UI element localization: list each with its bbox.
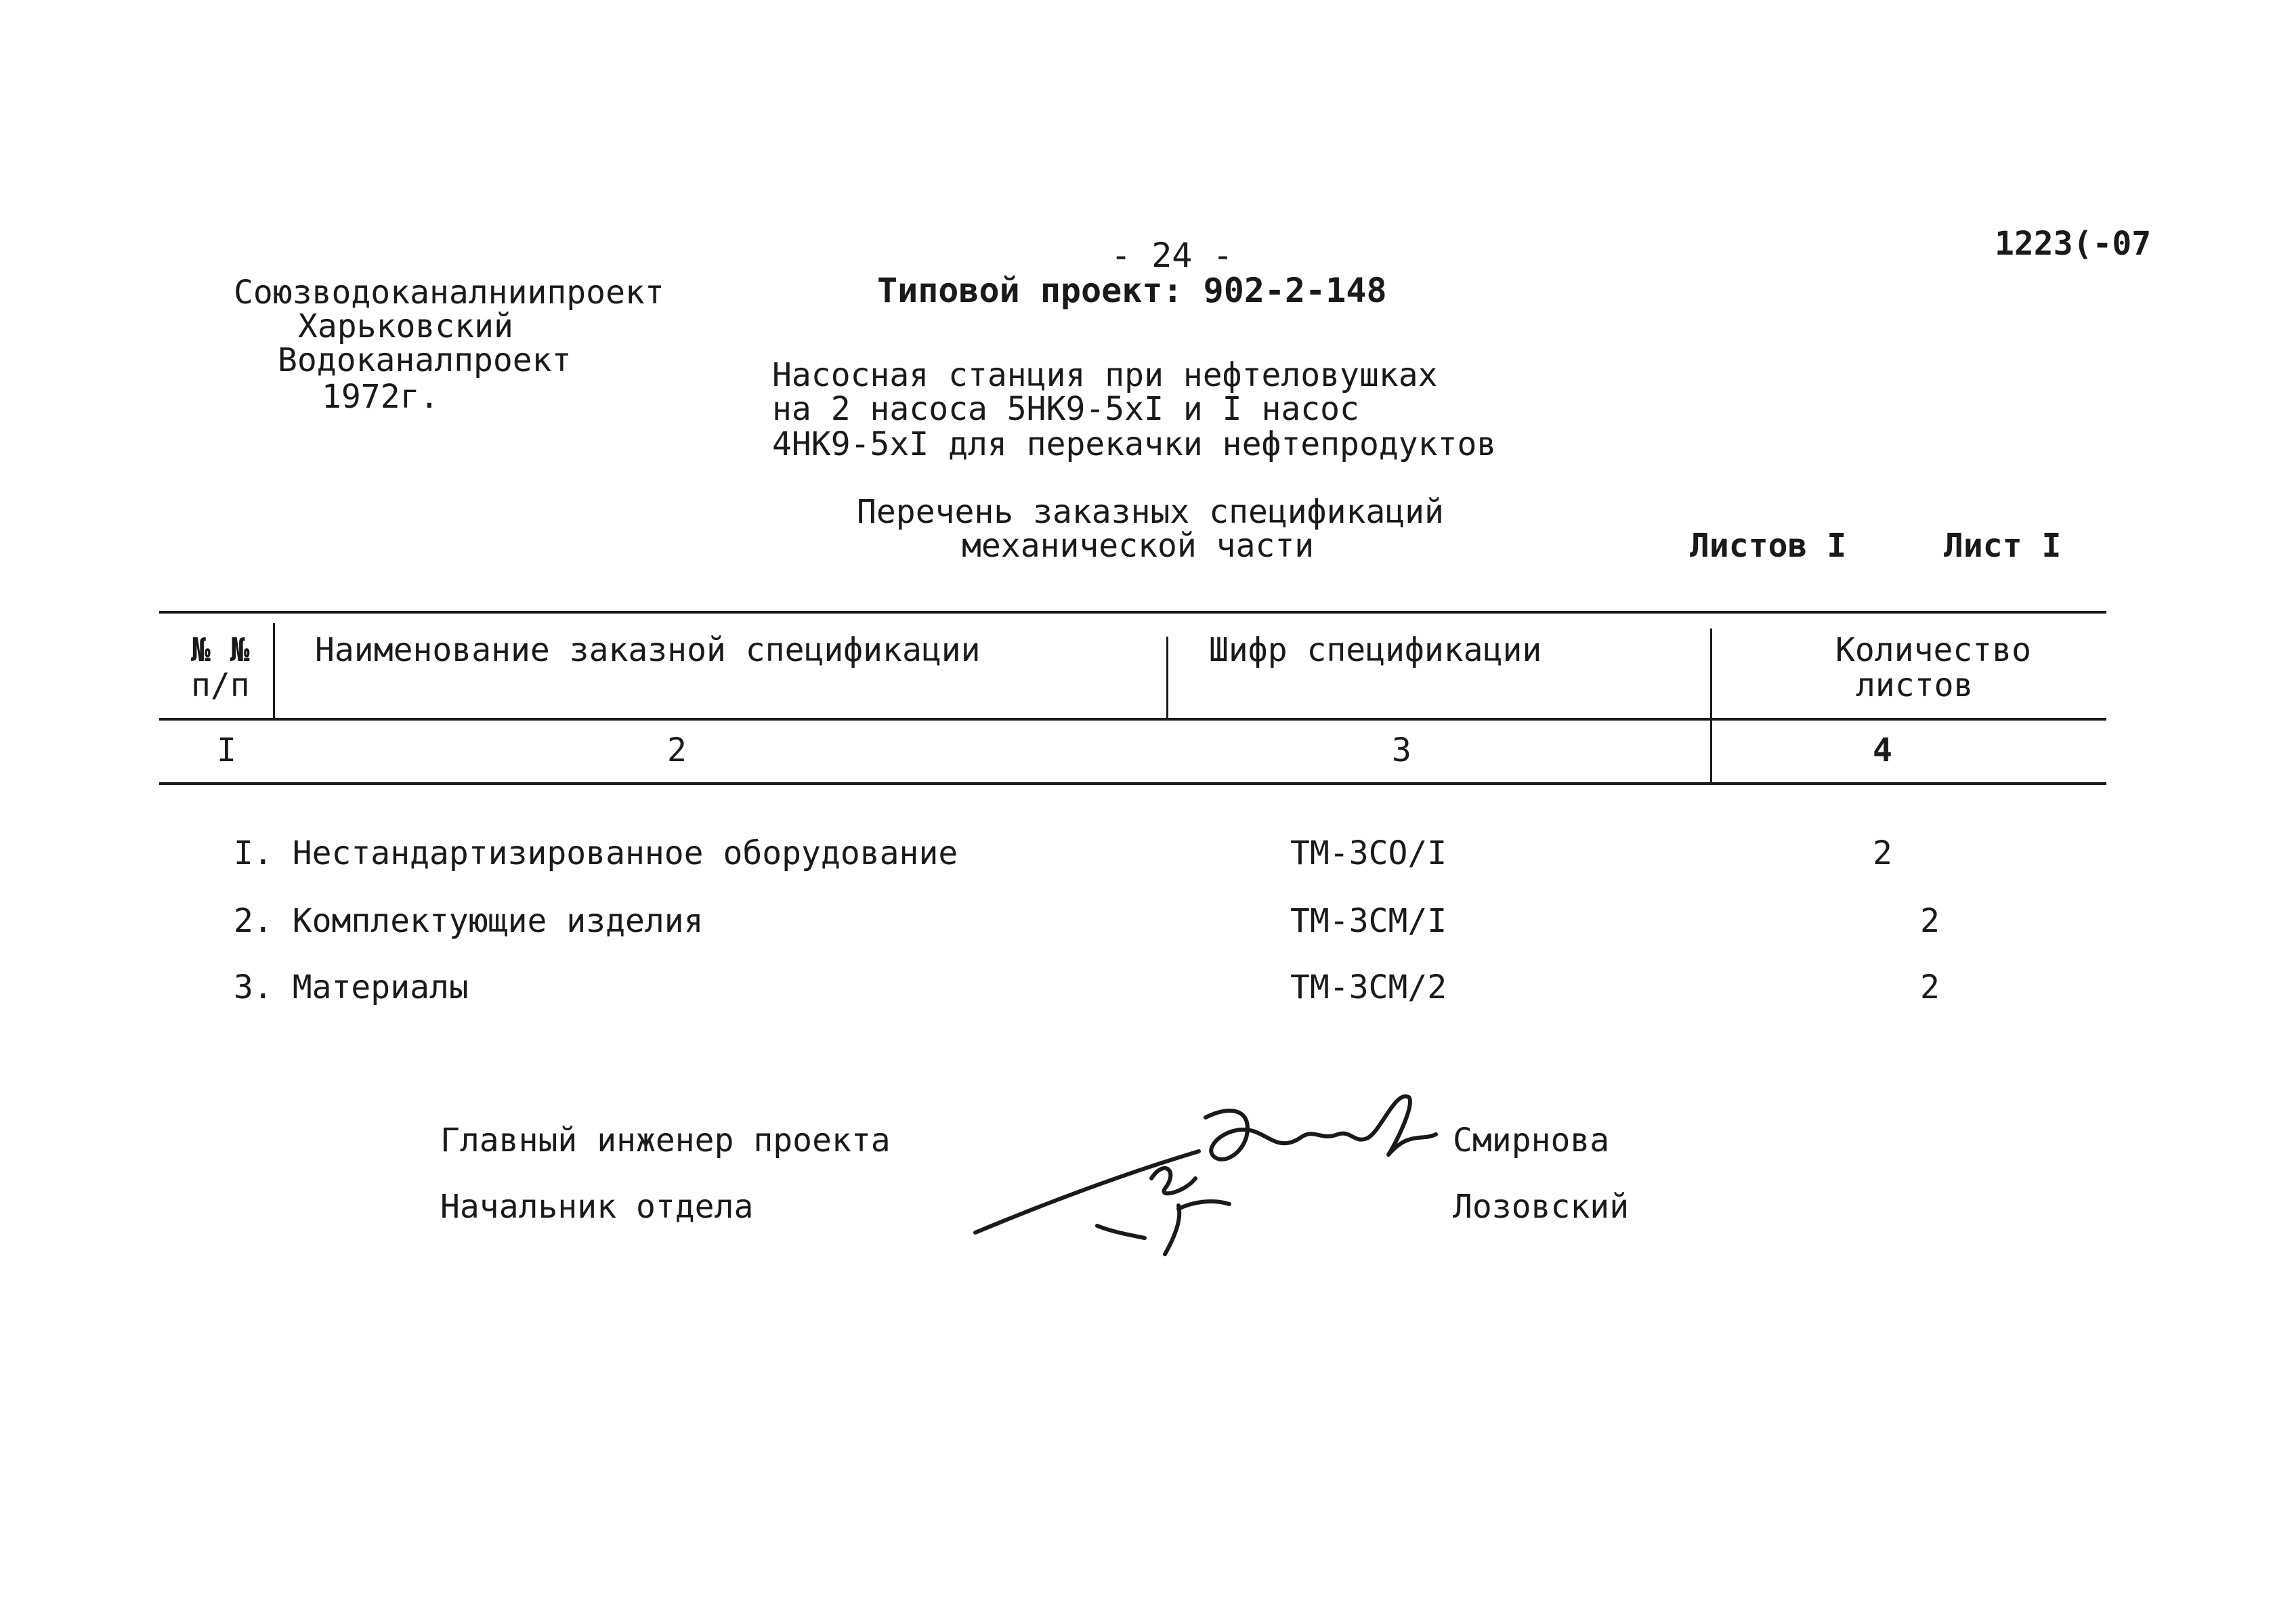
header-num-2: п/п [191,666,250,704]
table-row-3-code: ТМ-3СМ/2 [1290,968,1447,1006]
col-number-4: 4 [1873,731,1892,769]
page-number: - 24 - [1111,236,1233,275]
header-num-1: № № [191,631,250,669]
org-name: Союзводоканалниипроект [234,274,664,312]
handwritten-signature [962,1077,1476,1266]
org-year: 1972г. [322,378,440,416]
signature-role-1: Главный инженер проекта [440,1121,891,1159]
table-row-3-name: 3. Материалы [234,968,469,1006]
table-row-1-qty: 2 [1873,834,1892,872]
project-desc-1: Насосная станция при нефтеловушках [772,356,1438,394]
table-col-divider-2 [1166,637,1168,718]
col-number-3: 3 [1392,731,1411,769]
header-qty-2: листов [1856,666,1974,704]
table-top-rule [159,611,2106,614]
org-institute: Водоканалпроект [278,341,572,379]
org-city: Харьковский [298,307,513,345]
signature-role-2: Начальник отдела [440,1188,754,1226]
table-col-divider-1 [273,623,275,718]
doc-title-1: Перечень заказных спецификаций [857,493,1444,531]
col-number-1: I [217,731,236,769]
table-col-divider-3 [1710,628,1712,784]
table-row-1-code: ТМ-3СО/I [1290,834,1447,872]
table-row-3-qty: 2 [1920,968,1940,1006]
signature-name-1: Смирнова [1453,1121,1610,1159]
sheet-current: Лист I [1944,527,2062,565]
project-label: Типовой проект: 902-2-148 [877,271,1387,310]
header-qty-1: Количество [1835,631,2031,669]
table-row-2-qty: 2 [1920,902,1940,940]
table-header-rule [159,718,2106,721]
sheets-total: Листов I [1690,527,1847,565]
table-row-2-name: 2. Комплектующие изделия [234,902,704,940]
project-desc-3: 4НК9-5хI для перекачки нефтепродуктов [772,425,1497,463]
header-name: Наименование заказной спецификации [315,631,981,669]
project-desc-2: на 2 насоса 5НК9-5хI и I насос [772,390,1359,428]
doc-title-2: механической части [962,527,1315,565]
table-bottom-rule [159,782,2106,785]
table-row-1-name: I. Нестандартизированное оборудование [234,834,958,872]
table-row-2-code: ТМ-3СМ/I [1290,902,1447,940]
col-number-2: 2 [667,731,687,769]
header-code: Шифр спецификации [1209,631,1542,669]
document-code: 1223(-07 [1995,225,2152,263]
signature-name-2: Лозовский [1453,1188,1630,1226]
